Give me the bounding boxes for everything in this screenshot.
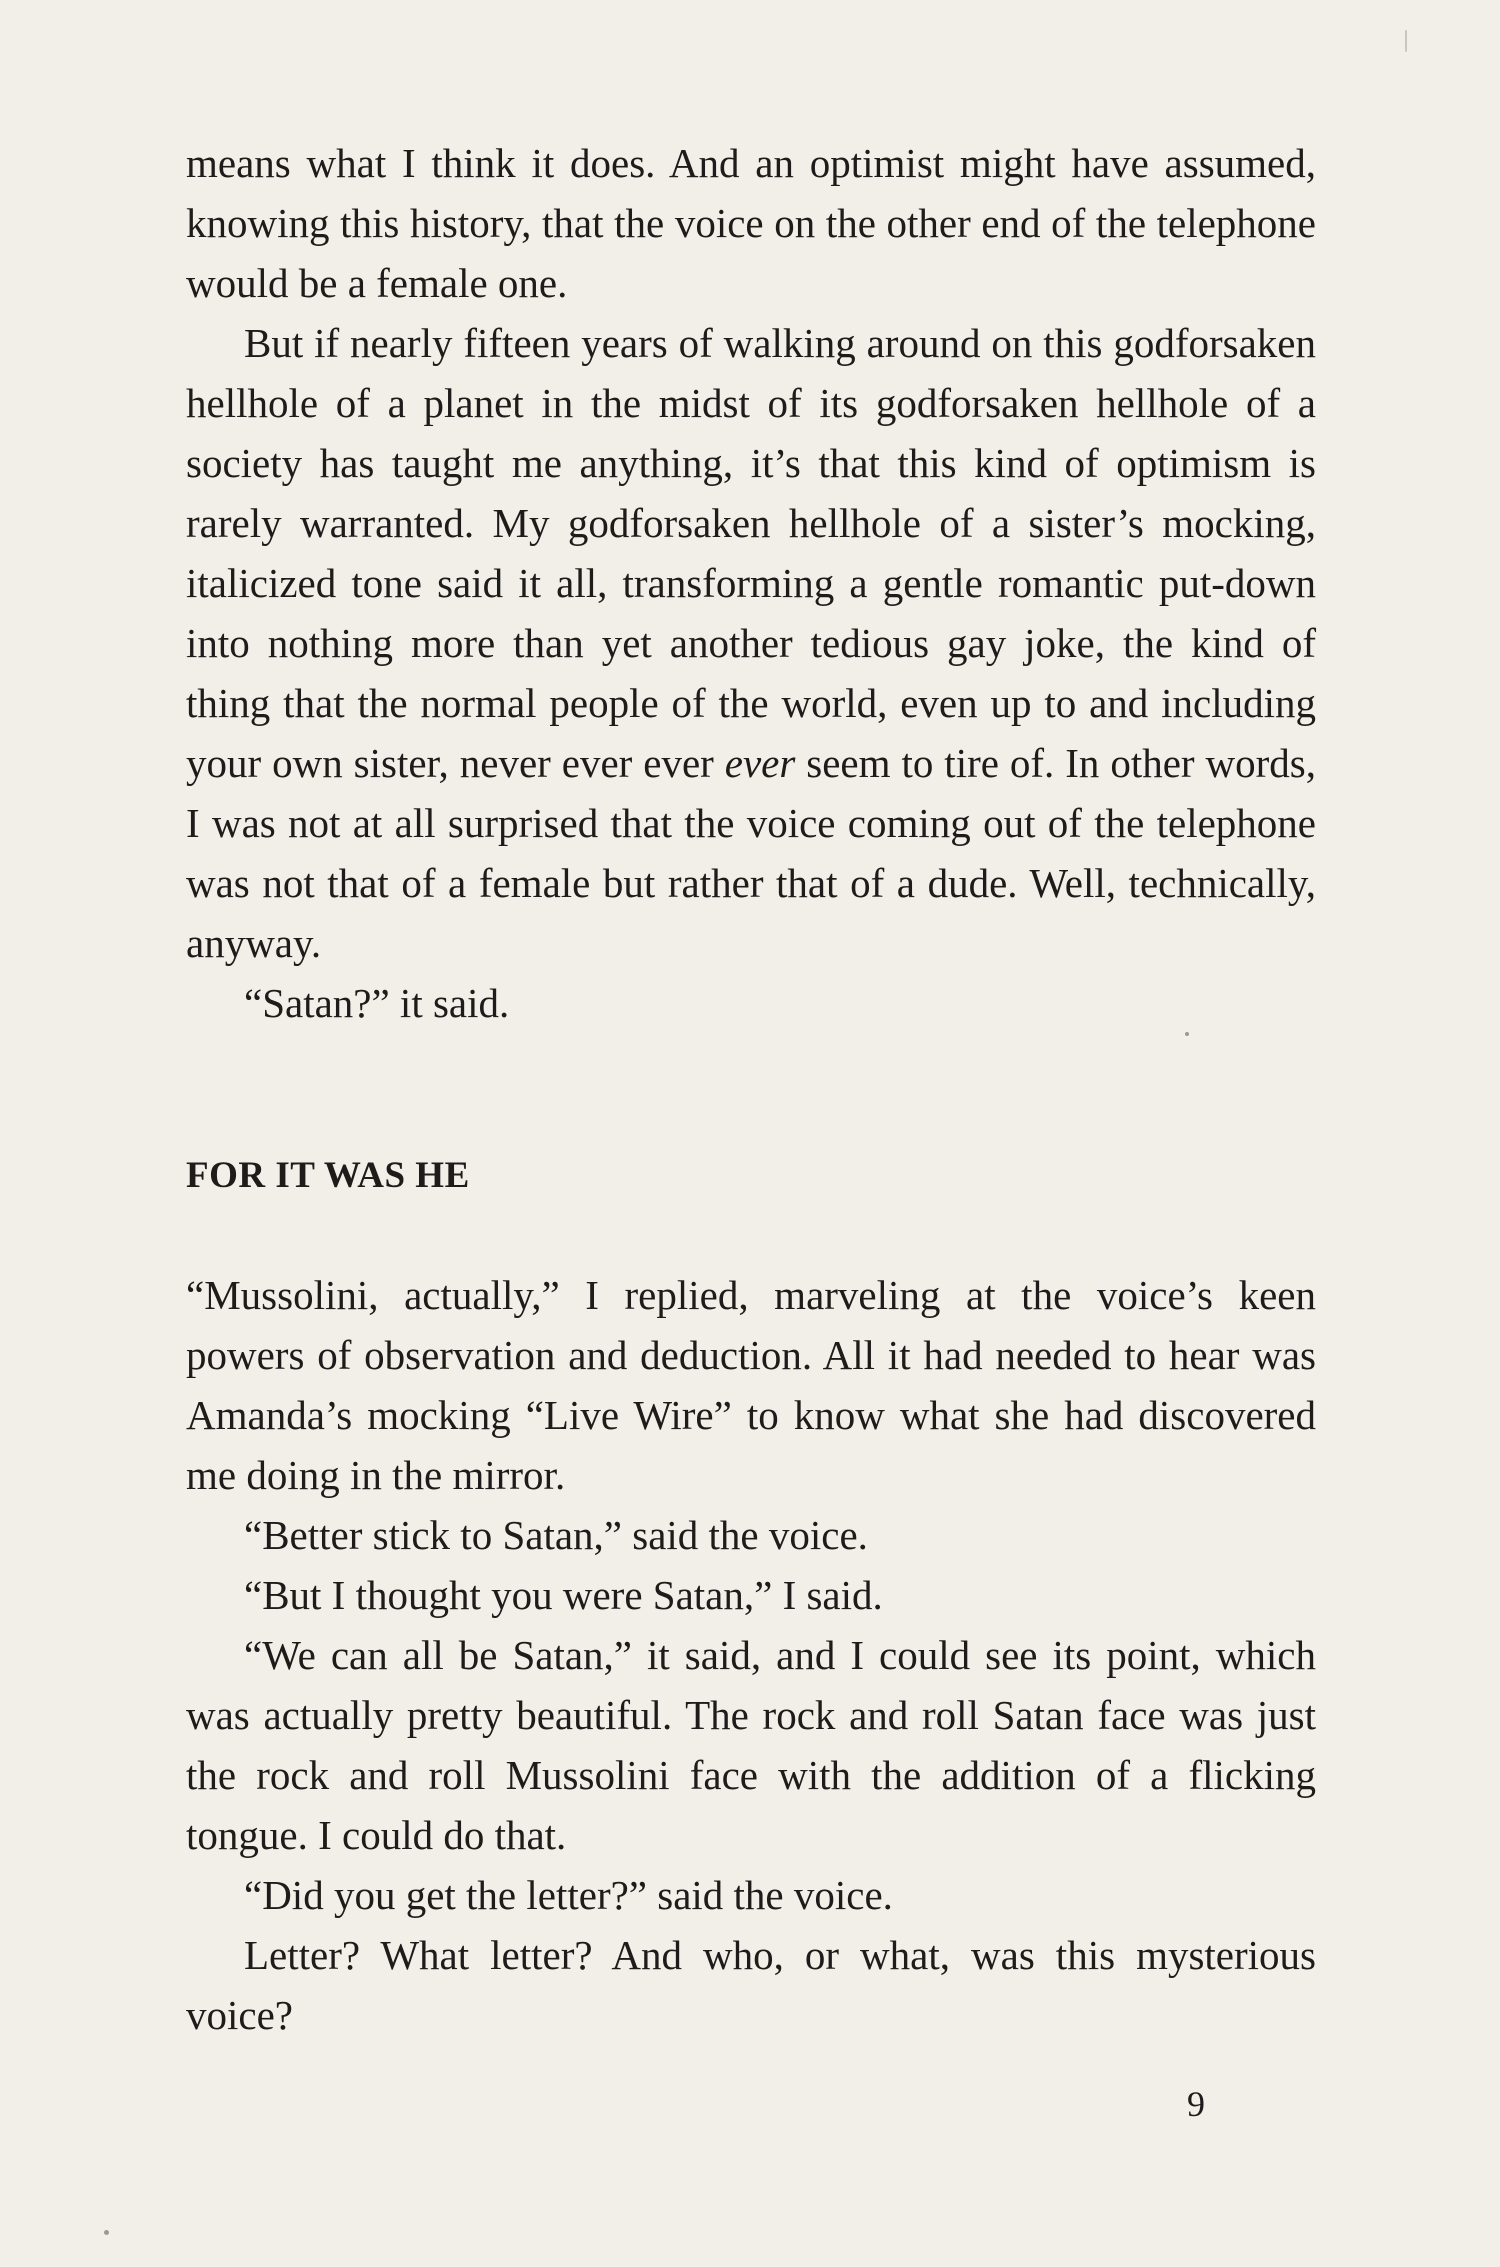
paragraph [186, 313, 1316, 973]
text-block-before-heading [186, 133, 1316, 1033]
paragraph-text-continued: seem to tire of. In other words, I was not at all surprised that the voice coming out of the telephone was not that of a female but rather that of a dude. Well, technically, anyway. [186, 740, 1316, 966]
paper-speck [1405, 30, 1407, 52]
paper-speck [104, 2230, 109, 2235]
paper-speck [1185, 1032, 1189, 1036]
text-block-after-heading [186, 1265, 1316, 2045]
paragraph: “Did you get the letter?” said the voice. [244, 1872, 893, 1918]
section-heading: FOR IT WAS HE [186, 1155, 470, 1196]
italic-word: ever [724, 740, 796, 786]
page-number: 9 [1187, 2084, 1205, 2124]
paragraph: “We can all be Satan,” it said, and I could see its point, which was actually pretty beautiful. The rock and roll Satan face was just the rock and roll Mussolini face with the addition of a flicking tongue. I could do that. [186, 1632, 1316, 1858]
paragraph-text: But if nearly fifteen years of walking around on this godforsaken hellhole of a planet in the midst of its godforsaken hellhole of a society has taught me anything, it’s that this kind of optimism is rarely warranted. My godforsaken hellhole of a sister’s mocking, italicized tone said it all, transforming a gentle romantic put-down into nothing more than yet another tedious gay joke, the kind of thing that the normal people of the world, even up to and including your own sister, never ever ever [186, 320, 1316, 786]
paragraph: Letter? What letter? And who, or what, was this mysterious voice? [186, 1932, 1316, 2038]
paragraph: means what I think it does. And an optimist might have assumed, knowing this history, that the voice on the other end of the telephone would be a female one. [186, 140, 1316, 306]
paragraph: “Mussolini, actually,” I replied, marveling at the voice’s keen powers of observation and deduction. All it had needed to hear was Amanda’s mocking “Live Wire” to know what she had discovered me doing in the mirror. [186, 1272, 1316, 1498]
paragraph: “Satan?” it said. [244, 980, 510, 1026]
paragraph: “Better stick to Satan,” said the voice. [244, 1512, 868, 1558]
paragraph: “But I thought you were Satan,” I said. [244, 1572, 883, 1618]
